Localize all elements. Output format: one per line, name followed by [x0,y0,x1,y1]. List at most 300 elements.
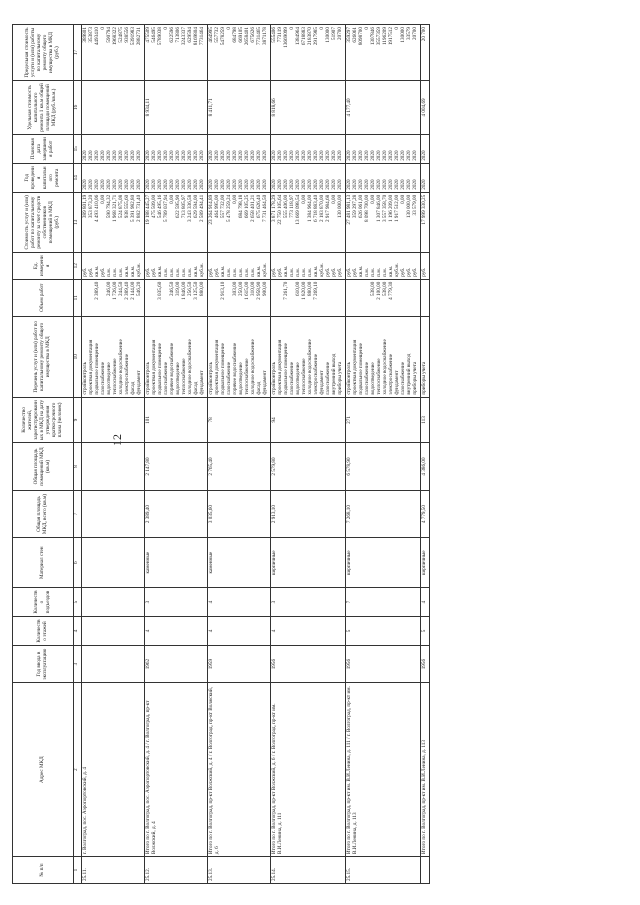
cell-line: 2020 [364,150,370,161]
cell-line: подвальное помещение [157,343,163,395]
cell-line: 2020 [337,179,343,190]
cell-line: 2020 [175,150,181,161]
cell-line: 2 389,40 [94,281,100,300]
cell-line: кв.м. [130,265,136,277]
cell-line: водоотведение [295,362,301,395]
cell-line: руб. [271,267,277,277]
cell-line: 23 264 914,89 [208,194,214,225]
cell-line: 2020 [112,179,118,190]
cell-line: 319,00 [175,281,181,296]
cell-line: фундамент [319,370,325,395]
cell-line: п.м. [112,268,118,277]
cell-line: 389 801,19 [82,194,88,219]
cell-line: 3871178 [262,27,268,45]
cell-line: руб. [421,267,427,277]
cell-line: 2020 [199,150,205,161]
cell-line: 2 389,40 [124,281,130,300]
cell-volumes [82,279,145,316]
cell-line: 2020 [106,179,112,190]
cell-year: 1956 [271,645,346,682]
cell-specific-cost: 4 004,69 [421,81,430,135]
table-row [208,25,271,884]
cell-line: 20 700 [421,27,427,42]
cell-line: 2020 [151,179,157,190]
cell-line: фасад [193,381,199,395]
cell-line: 2 958,90 [256,281,262,300]
cell-residents: 78 [208,397,271,443]
cell-line: 2020 [283,179,289,190]
table-body [82,25,430,884]
column-header: Год ввода в эксплуатацию [13,645,74,682]
cell-line: газоснабжение [364,361,370,395]
cell-line: холодное водоснабжение [250,339,256,395]
cell-floors: 4 [208,617,271,646]
cell-premises-area: 2 579,80 [271,443,346,491]
cell-line: 590 794,32 [106,194,112,219]
cell-line: 669105 [238,27,244,43]
cell-line: 684 798,18 [238,194,244,219]
cell-floors: 5 [421,617,430,646]
cell-line: 4 779,30 [388,281,394,300]
cell-line: 2020 [118,179,124,190]
cell-line: руб. [100,267,106,277]
cell-line: 2020 [151,150,157,161]
cell-line: 2020 [163,179,169,190]
cell-line: 2020 [100,179,106,190]
cell-line: 2020 [88,150,94,161]
cell-line: горячее водоснабжение [169,342,175,395]
cell-line: руб. [151,267,157,277]
column-number: 2 [74,683,82,857]
cell-line: 0 [163,27,169,30]
cell-line: 2020 [370,150,376,161]
capital-repair-table [12,24,430,884]
cell-line: куб.м. [394,263,400,277]
cell-line: 2020 [337,150,343,161]
cell-line: водоотведение [175,362,181,395]
cell-line: 1 968 321,71 [112,194,118,222]
cell-line: 629 594,00 [193,194,199,219]
cell-line: 2020 [277,150,283,161]
cell-line: 5 478 259,24 [226,194,232,222]
cell-line: кв.м. [388,265,394,277]
cell-line: 3557359 [376,27,382,46]
cell-line: 2020 [145,150,151,161]
cell-line: 622596 [169,27,175,43]
cell-line: 2020 [412,150,418,161]
cell-line: руб. [337,267,343,277]
cell-line: 2020 [220,150,226,161]
cell-line: 2020 [145,179,151,190]
column-header: Ед. измерения [13,252,74,279]
cell-line: 2020 [382,150,388,161]
cell-line: руб. [325,267,331,277]
cell-volumes [208,279,271,316]
cell-line: 2020 [187,150,193,161]
column-header: Количество подъездов [13,588,74,617]
cell-line: 2 100,00 [376,281,382,300]
cell-line: 51907 [331,27,337,40]
cell-total-area: 4 779,50 [421,490,430,538]
cell-entrances: 3 [145,588,208,617]
cell-line: подвальное помещение [358,343,364,395]
cell-line: руб. [412,267,418,277]
cell-line: 2020 [232,150,238,161]
cell-line: холодное водоснабжение [382,339,388,395]
cell-year [82,645,145,682]
cell-line: 33 579,00 [412,194,418,216]
table-header-row [13,25,74,884]
cell-dates [82,134,145,163]
cell-material: кирпичные [271,538,346,588]
cell-line: 610,00 [295,281,301,296]
cell-line: 2020 [175,179,181,190]
cell-line: приборы учета [412,361,418,395]
document-page [12,24,617,884]
cell-line: 2 882 731,40 [136,194,142,222]
cell-line: проектная документация [88,339,94,395]
cell-line: руб. [208,267,214,277]
cell-line: 7 261,70 [283,281,289,300]
cell-line: 2020 [301,179,307,190]
cell-line: руб. [214,267,220,277]
cell-line: 2020 [400,150,406,161]
cell-works [271,316,346,397]
cell-line: руб. [82,267,88,277]
cell-limits [82,25,145,81]
cell-residents [82,397,145,443]
cell-line: 5 789 037,94 [163,194,169,222]
cell-specific-cost: 4 177,40 [346,81,421,135]
cell-units [208,252,271,279]
cell-line: п.м. [301,268,307,277]
cell-line: 675 626,40 [256,194,262,219]
cell-line: 2020 [325,179,331,190]
cell-line: п.м. [289,268,295,277]
cell-line: руб. [400,267,406,277]
cell-line: 3 125,50 [193,281,199,300]
cell-line: теплоснабжение [301,358,307,395]
cell-line: 3 035,60 [157,281,163,300]
cell-line: 0,00 [400,194,406,204]
cell-year: 1959 [208,645,271,682]
cell-line: подвальное помещение [283,343,289,395]
cell-line: кв.м. [193,265,199,277]
cell-line: проектная документация [214,339,220,395]
cell-line: стройконтроль [82,362,88,395]
cell-volumes [346,279,421,316]
cell-line: 2020 [136,179,142,190]
column-header: Год проведения капитального ремонта [13,163,74,192]
cell-address: Итого по г. Волгоград, пр-кт Волжский, д. 6 / г. Волгоград, пр-кт им. В.И.Ленина, д. 111 [271,683,346,857]
cell-line: газоснабжение [163,361,169,395]
cell-line: 2020 [181,150,187,161]
cell-line: руб. [406,267,412,277]
page-number: 12 [110,434,124,446]
cell-line: 626 061,00 [358,194,364,219]
cell-limits [208,25,271,81]
cell-residents: 113 [421,397,430,443]
cell-line: 20700 [337,27,343,40]
cell-line: 2020 [307,150,313,161]
cell-line: 0,00 [331,194,337,204]
cell-line: 2020 [346,179,352,190]
cell-line: 524875 [118,27,124,43]
cell-line: 2020 [376,179,382,190]
cell-line: 2020 [124,179,130,190]
cell-limits [421,25,430,81]
cell-line: 713806 [175,27,181,43]
cell-line: 2020 [331,150,337,161]
cell-line: 2 144,00 [130,281,136,300]
cell-line: 353873 [88,27,94,43]
cell-line: приборы учета [337,361,343,395]
cell-line: фундамент [199,370,205,395]
cell-line: 0 [100,27,106,30]
cell-line: стройконтроль [145,362,151,395]
cell-line: 1 820,00 [301,281,307,300]
cell-years [145,163,208,192]
cell-line: 2020 [289,150,295,161]
cell-line: 2020 [256,150,262,161]
cell-entrances: 3 [271,588,346,617]
cell-line: 2020 [400,179,406,190]
cell-line: 2020 [208,150,214,161]
cell-line: 555 406,00 [283,194,289,219]
cell-line: 2020 [370,179,376,190]
cell-line: 1 846,00 [181,281,187,300]
cell-num: 25.14. [271,857,346,884]
cell-total-area: 2 389,40 [145,490,208,538]
cell-line: 2020 [331,179,337,190]
cell-premises-area: 6 578,90 [346,443,421,491]
cell-line: 546 495,16 [157,194,163,219]
cell-material: каменные [208,538,271,588]
cell-residents: 101 [145,397,208,443]
cell-line: 1 615,00 [244,281,250,300]
cell-line: теплоснабжение [376,358,382,395]
cell-line: 2020 [313,150,319,161]
cell-dates [421,134,430,163]
cell-line: 1 307 846,00 [376,194,382,222]
cell-line: 2020 [388,150,394,161]
cell-line: 2020 [130,179,136,190]
cell-years [346,163,421,192]
cell-line: 3 871 178,29 [271,194,277,222]
cell-line: п.м. [226,268,232,277]
cell-line: 0 [364,27,370,30]
column-header: Предельная стоимость услуги и (или) работы по капитальному ремонту общего имущества в МКД (руб.) [13,25,74,81]
column-number: 9 [74,397,82,443]
cell-line: 2020 [193,179,199,190]
cell-line: п.м. [364,268,370,277]
cell-line: фасад [256,381,262,395]
cell-line: горячее водоснабжение [232,342,238,395]
cell-line: фасад [130,381,136,395]
cell-line: 2020 [364,179,370,190]
cell-line: электроснабжение [388,353,394,395]
column-number-row [74,25,82,884]
cell-floors [82,617,145,646]
cell-line: 2020 [277,179,283,190]
cell-line: 2020 [271,179,277,190]
cell-line: 5789038 [157,27,163,46]
cell-line: 2 913,10 [220,281,226,300]
cell-line: 130000 [400,27,406,43]
cell-units [271,252,346,279]
cell-units [82,252,145,279]
cell-line: п.м. [181,268,187,277]
cell-line: 2020 [244,179,250,190]
cell-line: 246,00 [106,281,112,296]
cell-year: 1962 [145,645,208,682]
column-number: 13 [74,192,82,252]
column-header: № п/п [13,857,74,884]
cell-line: кв.м. [157,265,163,277]
cell-dates [346,134,421,163]
cell-line: подвальное помещение [220,343,226,395]
cell-num [421,857,430,884]
cell-line: кв.м. [283,265,289,277]
table-row [421,25,430,884]
cell-entrances [82,588,145,617]
cell-line: 2020 [250,150,256,161]
cell-line: кв.м. [358,265,364,277]
cell-line: 2020 [187,179,193,190]
cell-line: 389801 [82,27,88,43]
cell-line: 2020 [88,179,94,190]
cell-entrances: 4 [208,588,271,617]
cell-line: 33579 [406,27,412,40]
cell-line: 629594 [187,27,193,43]
cell-costs [82,192,145,252]
cell-line: 1 917 512,00 [394,194,400,222]
cell-line: 2020 [382,179,388,190]
cell-address: Итого по г. Волгоград, пр-кт Волжский, д. 4 / г. Волгоград, пр-кт Волжский, д. 6 [208,683,271,857]
cell-line: п.м. [376,268,382,277]
table-row [271,25,346,884]
cell-num: 25.15. [346,857,421,884]
cell-line: теплоснабжение [244,358,250,395]
cell-line: 2020 [412,179,418,190]
cell-residents: 94 [271,397,346,443]
cell-line: 130 000,00 [337,194,343,219]
cell-line: 2020 [244,150,250,161]
column-header: Плановая дата завершения работ [13,134,74,163]
cell-line: 2020 [220,179,226,190]
cell-line: 1917512 [388,27,394,46]
cell-line: 2020 [238,179,244,190]
cell-line: кв.м. [256,265,262,277]
cell-line: 684798 [232,27,238,43]
cell-line: 2020 [157,150,163,161]
cell-line: руб. [331,267,337,277]
cell-works [208,316,271,397]
cell-line: 2020 [94,179,100,190]
cell-dates [208,134,271,163]
cell-line: 475 509,00 [151,194,157,219]
cell-line: п.м. [244,268,250,277]
cell-line: газоснабжение [289,361,295,395]
cell-line: 1307846 [370,27,376,46]
cell-line: 5 391 982,80 [130,194,136,222]
cell-line: руб. [352,267,358,277]
cell-line: 2 917 984,68 [325,194,331,222]
cell-line: внутренний выход [406,353,412,395]
cell-line: 773119 [277,27,283,43]
cell-line: п.м. [238,268,244,277]
cell-line: 2020 [130,150,136,161]
cell-line: 464995 [208,27,214,43]
cell-line: 2020 [82,179,88,190]
cell-line: 3 243 336,58 [187,194,193,222]
cell-line: 0,00 [100,194,106,204]
cell-years [208,163,271,192]
cell-costs [271,192,346,252]
column-header: Адрес МКД [13,683,74,857]
column-number: 10 [74,316,82,397]
cell-line: 2020 [238,150,244,161]
cell-line: 2658401 [244,27,250,46]
cell-line: 2020 [352,179,358,190]
cell-line: 7731464 [199,27,205,46]
cell-line: 2020 [325,150,331,161]
cell-dates [145,134,208,163]
cell-line: 4493410 [94,27,100,46]
cell-line: куб.м. [262,263,268,277]
cell-units [346,252,421,279]
cell-total-area: 3 035,60 [208,490,271,538]
cell-line: 6 718 883,40 [313,194,319,222]
cell-works [145,316,208,397]
cell-line: кв.м. [94,265,100,277]
cell-line: теплоснабжение [112,358,118,395]
cell-line: 1384964 [295,27,301,46]
cell-line: фундамент [262,370,268,395]
cell-units [421,252,430,279]
cell-line: 7731465 [256,27,262,46]
cell-line: 2 183 870,00 [319,194,325,222]
cell-works [346,316,421,397]
cell-line: 2020 [295,179,301,190]
cell-line: 4 493 410,06 [94,194,100,222]
cell-line: стройконтроль [208,362,214,395]
cell-specific-cost: 8 818,66 [271,81,346,135]
cell-line: 2020 [226,150,232,161]
cell-premises-area: 2 765,40 [208,443,271,491]
cell-line: п.м. [250,268,256,277]
cell-floors: 4 [145,617,208,646]
cell-line: 1968322 [112,27,118,46]
cell-line: 19 188 445,27 [145,194,151,225]
cell-address: Итого по г. Волгоград, пос. Аэропортовский, д. 4 / г. Волгоград, пр-кт Волжский, д. 4 [145,683,208,857]
cell-specific-cost: 8 411,71 [208,81,271,135]
cell-line: 0,00 [301,194,307,204]
cell-line: водоотведение [238,362,244,395]
cell-specific-cost [82,81,145,135]
cell-line: 900,00 [262,281,268,296]
column-number: 1 [74,857,82,884]
cell-line: 244,50 [118,281,124,296]
cell-line: 5391983 [130,27,136,46]
cell-line: 2020 [376,150,382,161]
cell-line: 622 595,90 [175,194,181,219]
cell-line: п.м. [169,268,175,277]
cell-line: 1 196 209,00 [388,194,394,222]
cell-premises-area: 2 147,80 [145,443,208,491]
cell-line: 713 805,97 [181,194,187,219]
cell-line: 2020 [358,150,364,161]
